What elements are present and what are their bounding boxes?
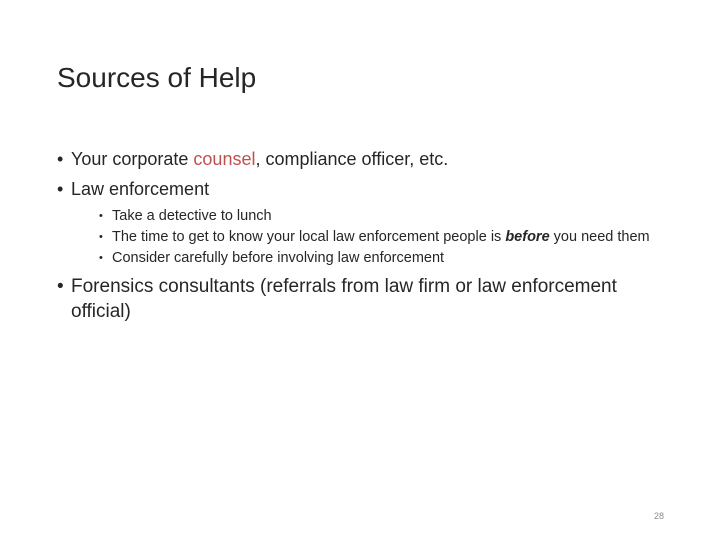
sub-bullet-text: The time to get to know your local law enforcement people is <box>112 229 506 245</box>
sub-bullet-text: you need them <box>549 229 650 245</box>
page-number: 28 <box>654 511 665 521</box>
slide-title: Sources of Help <box>57 62 257 93</box>
sub-bullet-dot-icon: • <box>99 231 103 243</box>
bullet-dot-icon: • <box>57 276 64 297</box>
bullet-corporate-counsel <box>57 146 677 172</box>
bullet-text: Law enforcement <box>71 179 210 199</box>
bullet-forensics-consultants <box>57 274 677 324</box>
emphasis-before: before <box>505 229 550 245</box>
bullet-text: , compliance officer, etc. <box>255 149 449 169</box>
counsel-highlight: counsel <box>193 149 256 169</box>
sub-bullet-dot-icon: • <box>99 210 103 222</box>
bullet-dot-icon: • <box>57 179 64 199</box>
sub-bullet-get-to-know <box>99 227 677 247</box>
sub-bullet-consider <box>99 248 677 268</box>
sub-bullet-text: Consider carefully before involving law enforcement <box>112 250 445 266</box>
sub-bullet-detective <box>99 206 677 226</box>
law-enforcement-sublist <box>99 206 677 268</box>
sub-bullet-text: Take a detective to lunch <box>112 208 272 224</box>
sub-bullet-dot-icon: • <box>99 252 103 264</box>
bullet-text: Forensics consultants (referrals from law firm or law enforcement official) <box>71 276 617 322</box>
bullet-text: Your corporate <box>71 149 194 169</box>
bullet-dot-icon: • <box>57 149 64 169</box>
bullet-list <box>57 146 677 328</box>
bullet-law-enforcement <box>57 176 677 268</box>
